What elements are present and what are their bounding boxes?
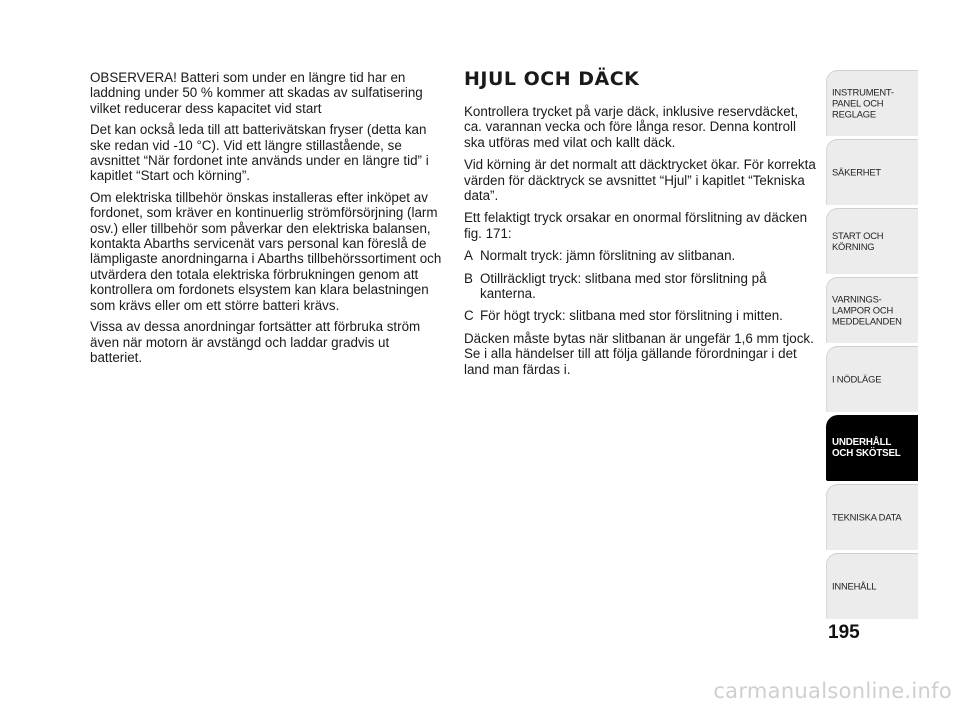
tab-label: INSTRUMENT- PANEL OCH REGLAGE [832, 86, 894, 120]
list-item-c [464, 308, 816, 323]
tab-label: I NÖDLÄGE [832, 373, 882, 385]
tab-label: TEKNISKA DATA [832, 511, 902, 523]
right-paragraph-1: Kontrollera trycket på varje däck, inklusive reservdäcket, ca. varannan vecka och före långa resor. Denna kontroll ska utföras med vilat och kallt däck. [464, 104, 799, 150]
list-item-b [464, 271, 816, 302]
list-item-text: För högt tryck: slitbana med stor förslitning i mitten. [480, 308, 783, 324]
tab-instrumentpanel[interactable] [826, 70, 918, 136]
tab-start-och-korning[interactable] [826, 208, 918, 274]
right-paragraph-2: Vid körning är det normalt att däcktrycket ökar. För korrekta värden för däcktryck se avsnittet “Hjul” i kapitlet “Tekniska data”. [464, 157, 816, 204]
left-paragraph-4: Vissa av dessa anordningar fortsätter att förbruka ström även när motorn är avstängd och laddar gradvis ut batteriet. [90, 319, 421, 365]
right-paragraph-3: Ett felaktigt tryck orsakar en onormal förslitning av däcken fig. 171: [464, 210, 808, 241]
list-item-text: Otillräckligt tryck: slitbana med stor förslitning på kanterna. [480, 270, 767, 302]
section-heading: HJUL OCH DÄCK [464, 68, 640, 90]
tab-label: SÄKERHET [832, 166, 881, 178]
right-column [464, 68, 816, 384]
page-number: 195 [828, 622, 860, 643]
list-item-a [464, 248, 816, 263]
tab-tekniska-data[interactable] [826, 484, 918, 550]
list-item-text: Normalt tryck: jämn förslitning av slitbanan. [480, 248, 736, 264]
tab-sakerhet[interactable] [826, 139, 918, 205]
watermark: carmanualsonline.info [713, 679, 952, 703]
left-paragraph-2: Det kan också leda till att batterivätskan fryser (detta kan ske redan vid -10 °C). Vid ett längre stillastående, se avsnittet “När fordonet inte används under en längre tid” i kapitlet “Start och körning”. [90, 122, 429, 184]
left-paragraph-1: OBSERVERA! Batteri som under en längre tid har en laddning under 50 % kommer att skadas av sulfatisering vilket reducerar dess kapacitet vid start [90, 70, 423, 116]
tab-label: INNEHÅLL [832, 580, 877, 592]
tab-i-nodlage[interactable] [826, 346, 918, 412]
list-item-letter: A [464, 248, 473, 264]
tab-varningslampor[interactable] [826, 277, 918, 343]
list-item-letter: C [464, 308, 474, 324]
left-column [90, 70, 444, 371]
right-closing-paragraph: Däcken måste bytas när slitbanan är ungefär 1,6 mm tjock. Se i alla händelser till att följa gällande förordningar i det land man färdas i. [464, 330, 814, 377]
tab-innehall[interactable] [826, 553, 918, 619]
chapter-tabs [826, 70, 918, 622]
tab-label: VARNINGS- LAMPOR OCH MEDDELANDEN [832, 293, 902, 327]
left-paragraph-3: Om elektriska tillbehör önskas installeras efter inköpet av fordonet, som kräver en kontinuerlig strömförsörjning (larm osv.) eller tillbehör som påverkar den elektriska balansen, kontakta Abarths servicenät vars personal kan föreslå de lämpligaste anordningarna i Abarths tillbehörssortiment och utvärdera den totala elektriska förbrukningen genom att kontrollera om fordonets elsystem kan klara belastningen som krävs eller om ett större batteri krävs. [90, 189, 442, 313]
list-item-letter: B [464, 270, 473, 286]
tab-underhall-och-skotsel[interactable] [826, 415, 918, 481]
tab-label: UNDERHÅLL OCH SKÖTSEL [832, 437, 901, 459]
tab-label: START OCH KÖRNING [832, 230, 884, 252]
